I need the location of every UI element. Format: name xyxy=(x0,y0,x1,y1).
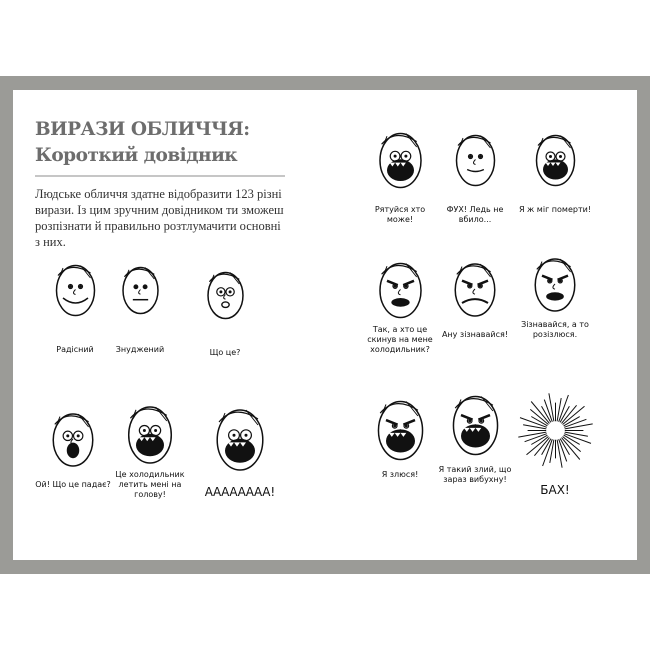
left-face-caption-3: Що це? xyxy=(209,348,241,357)
page-title xyxy=(35,117,250,169)
right-face-illustration-2 xyxy=(438,123,513,202)
right-page xyxy=(325,90,637,560)
left-face-caption-1: Радісний xyxy=(56,345,94,354)
left-page xyxy=(13,90,325,560)
left-face-caption-5: Це холодильник летить мені на голову! xyxy=(115,470,185,499)
left-face-illustration-5 xyxy=(108,393,192,481)
right-face-caption-8: Я такий злий, що зараз вибухну! xyxy=(438,465,512,484)
right-face-illustration-9 xyxy=(509,384,602,481)
right-face-caption-1: Рятуйся хто може! xyxy=(374,205,426,224)
right-face-caption-7: Я злюся! xyxy=(381,470,419,479)
right-face-caption-9: БАХ! xyxy=(540,483,570,497)
left-face-illustration-3 xyxy=(191,261,260,334)
right-face-illustration-7 xyxy=(357,387,444,478)
right-face-caption-4: Так, а хто це скинув на мене холодильник? xyxy=(367,325,433,354)
left-face-illustration-1 xyxy=(38,253,113,332)
right-face-illustration-8 xyxy=(432,382,519,473)
left-face-illustration-6 xyxy=(195,395,285,489)
right-face-caption-3: Я ж міг померти! xyxy=(518,205,592,214)
right-face-caption-5: Ану зізнавайся! xyxy=(441,330,509,339)
title-divider xyxy=(35,175,285,177)
title-line-1: ВИРАЗИ ОБЛИЧЧЯ: xyxy=(35,119,250,140)
left-face-illustration-2 xyxy=(106,256,175,329)
title-line-2: Короткий довідник xyxy=(35,145,238,166)
right-face-caption-6: Зізнавайся, а то розізлюся. xyxy=(521,320,589,339)
right-face-illustration-4 xyxy=(360,250,441,335)
right-face-illustration-5 xyxy=(436,251,514,333)
right-face-caption-2: ФУХ! Ледь не вбило... xyxy=(446,205,504,224)
left-face-caption-4: Ой! Що це падає? xyxy=(35,480,111,489)
right-face-illustration-6 xyxy=(516,246,594,328)
right-face-illustration-1 xyxy=(360,120,441,205)
intro-paragraph: Людське обличчя здатне відобразити 123 різні вирази. Із цим зручним довідником ти зможеш розпізнати й правильно розтлумачити основні з них. xyxy=(35,187,284,249)
left-face-illustration-4 xyxy=(34,401,112,483)
right-face-illustration-3 xyxy=(518,123,593,202)
left-face-caption-6: АААААААА! xyxy=(204,485,276,499)
left-face-caption-2: Знуджений xyxy=(115,345,165,354)
